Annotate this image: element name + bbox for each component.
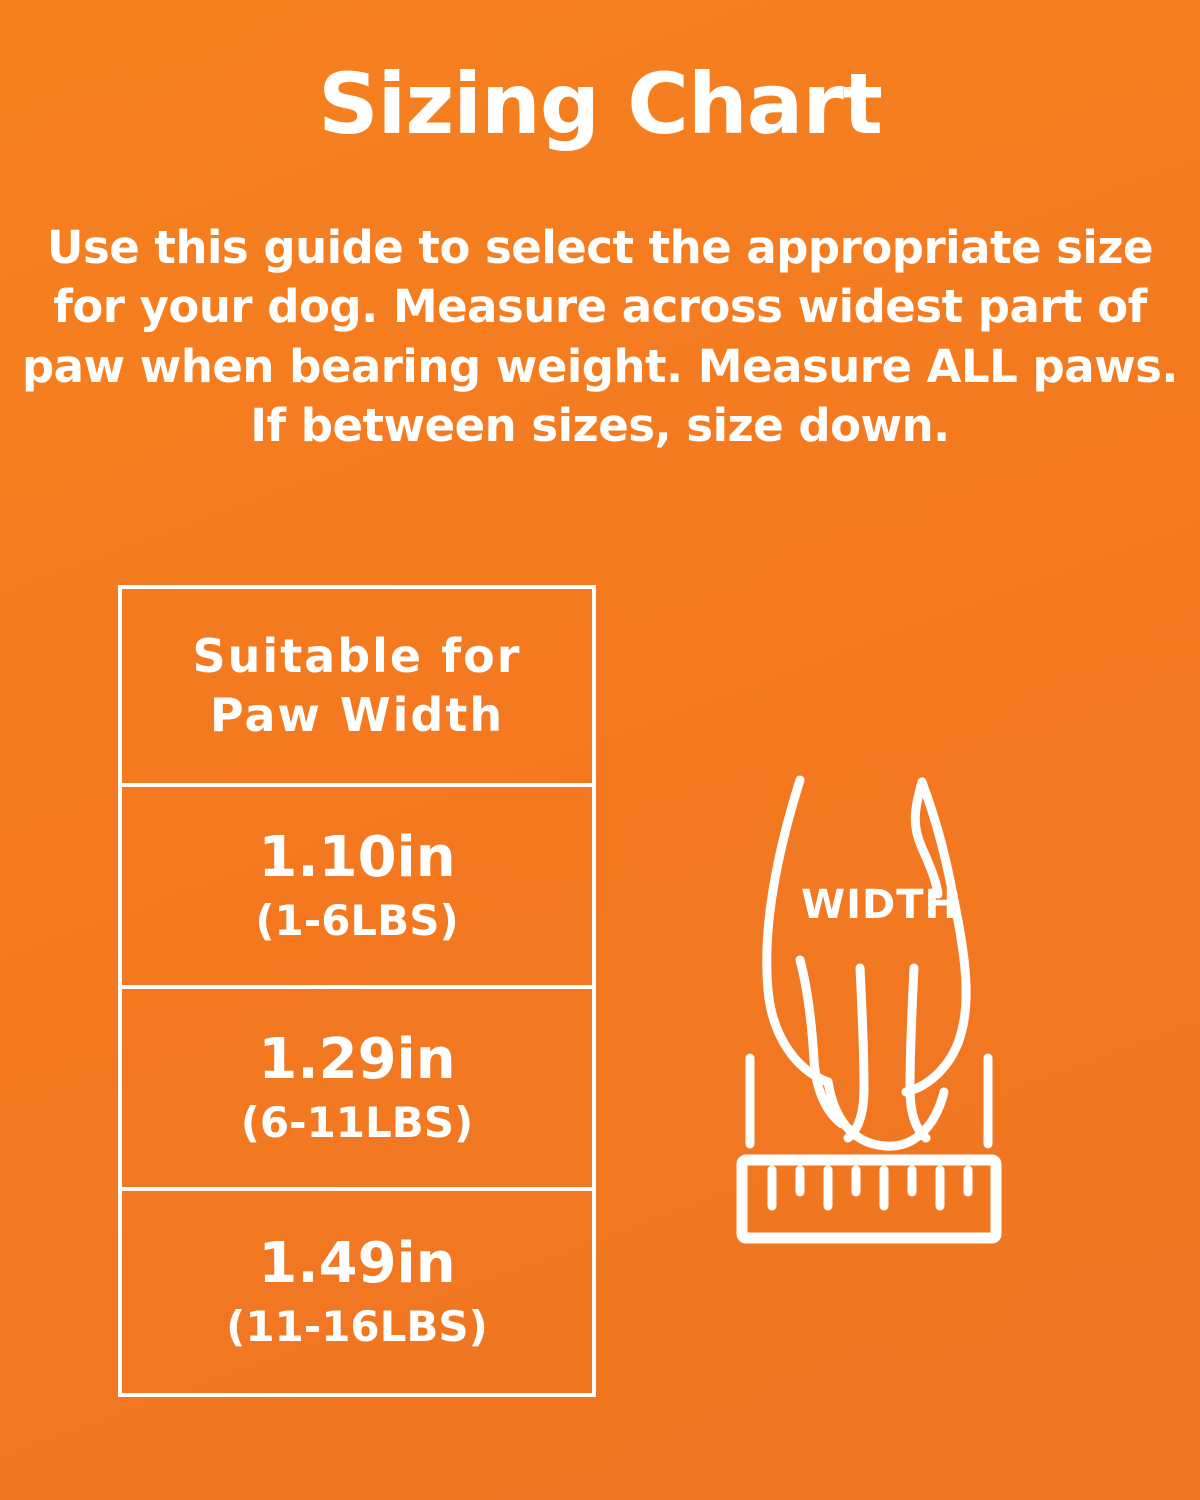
page-subtitle: Use this guide to select the appropriate size for your dog. Measure across widest part of paw when bearing weight. Measure ALL paws. If between sizes, size down. bbox=[21, 221, 1179, 453]
measurement-illustration bbox=[700, 740, 1060, 1280]
table-row bbox=[122, 989, 592, 1191]
paw-width-value: 1.29in bbox=[258, 1026, 456, 1092]
table-row bbox=[122, 787, 592, 989]
ruler-icon bbox=[742, 1160, 996, 1238]
paw-width-value: 1.10in bbox=[258, 824, 456, 890]
paw-width-value: 1.49in bbox=[258, 1230, 456, 1296]
page-title: Sizing Chart bbox=[318, 55, 882, 153]
weight-range-value: (6-11LBS) bbox=[240, 1098, 474, 1148]
table-header-line-2: Paw Width bbox=[209, 688, 505, 742]
weight-range-value: (11-16LBS) bbox=[226, 1302, 488, 1352]
sizing-table bbox=[118, 585, 596, 1397]
dog-paw-icon bbox=[700, 740, 1060, 1280]
table-header-line-1: Suitable for bbox=[192, 629, 522, 684]
width-label: WIDTH bbox=[801, 882, 959, 928]
table-row bbox=[122, 1191, 592, 1393]
table-header-row bbox=[122, 589, 592, 787]
weight-range-value: (1-6LBS) bbox=[255, 896, 459, 946]
